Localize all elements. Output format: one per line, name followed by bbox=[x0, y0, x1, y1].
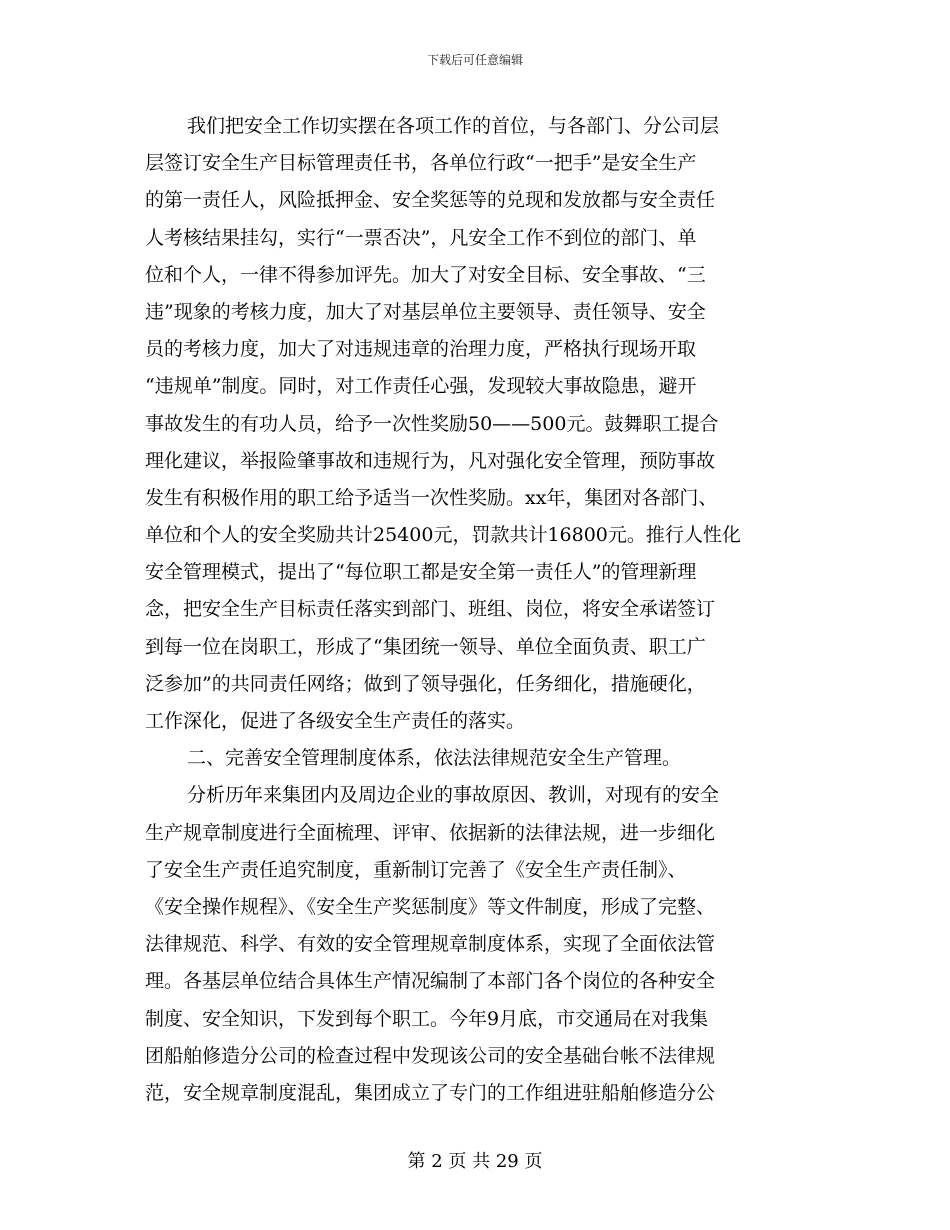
paragraph-line: 了安全生产责任追究制度，重新制订完善了《安全生产责任制》、 bbox=[145, 858, 687, 881]
paragraph-line: 范，安全规章制度混乱，集团成立了专门的工作组进驻船舶修造分公 bbox=[145, 1081, 716, 1104]
paragraph-line: 制度、安全知识，下发到每个职工。今年9月底，市交通局在对我集 bbox=[145, 1007, 709, 1030]
paragraph-line: 到每一位在岗职工，形成了“集团统一领导、单位全面负责、职工广 bbox=[145, 635, 706, 658]
paragraph-line: 我们把安全工作切实摆在各项工作的首位，与各部门、分公司层 bbox=[187, 115, 720, 137]
paragraph-line: 安全管理模式，提出了“每位职工都是安全第一责任人”的管理新理 bbox=[145, 561, 697, 584]
paragraph-line: 人考核结果挂勾，实行“一票否决”，凡安全工作不到位的部门、单 bbox=[145, 226, 697, 249]
paragraph-line: 违”现象的考核力度，加大了对基层单位主要领导、责任领导、安全 bbox=[145, 300, 706, 323]
paragraph-line: 位和个人，一律不得参加评先。加大了对安全目标、安全事故、“三 bbox=[145, 263, 706, 286]
paragraph-line: 工作深化，促进了各级安全生产责任的落实。 bbox=[145, 710, 526, 732]
page-number: 第 2 页 共 29 页 bbox=[407, 1151, 543, 1172]
paragraph-line: 发生有积极作用的职工给予适当一次性奖励。xx年，集团对各部门、 bbox=[145, 486, 718, 509]
paragraph-line: 理化建议，举报险肇事故和违规行为，凡对强化安全管理，预防事故 bbox=[145, 449, 716, 472]
paragraph-line: “违规单”制度。同时，对工作责任心强，发现较大事故隐患，避开 bbox=[145, 375, 697, 398]
section-heading: 二、完善安全管理制度体系，依法法律规范安全生产管理。 bbox=[187, 747, 682, 770]
paragraph-line: 念，把安全生产目标责任落实到部门、班组、岗位，将安全承诺签订 bbox=[145, 598, 716, 621]
paragraph-line: 单位和个人的安全奖励共计25400元，罚款共计16800元。推行人性化 bbox=[145, 524, 741, 547]
paragraph-line: 泛参加”的共同责任网络；做到了领导强化，任务细化，措施硬化， bbox=[145, 672, 706, 695]
paragraph-line: 员的考核力度，加大了对违规违章的治理力度，严格执行现场开取 bbox=[145, 338, 697, 361]
paragraph-line: 法律规范、科学、有效的安全管理规章制度体系，实现了全面依法管 bbox=[145, 933, 716, 956]
paragraph-line: 分析历年来集团内及周边企业的事故原因、教训，对现有的安全 bbox=[187, 784, 720, 807]
paragraph-line: 理。各基层单位结合具体生产情况编制了本部门各个岗位的各种安全 bbox=[145, 970, 716, 993]
paragraph-line: 的第一责任人，风险抵押金、安全奖惩等的兑现和发放都与安全责任 bbox=[145, 189, 716, 212]
page-header: 下载后可任意编辑 bbox=[426, 53, 523, 67]
paragraph-line: 《安全操作规程》、《安全生产奖惩制度》等文件制度，形成了完整、 bbox=[145, 895, 716, 918]
paragraph-line: 事故发生的有功人员，给予一次性奖励50——500元。鼓舞职工提合 bbox=[145, 412, 719, 435]
document-body bbox=[145, 108, 810, 1112]
paragraph-line: 团船舶修造分公司的检查过程中发现该公司的安全基础台帐不法律规 bbox=[145, 1044, 716, 1067]
paragraph-line: 层签订安全生产目标管理责任书，各单位行政“一把手”是安全生产 bbox=[145, 152, 697, 175]
paragraph-line: 生产规章制度进行全面梳理、评审、依据新的法律法规，进一步细化 bbox=[145, 821, 716, 844]
